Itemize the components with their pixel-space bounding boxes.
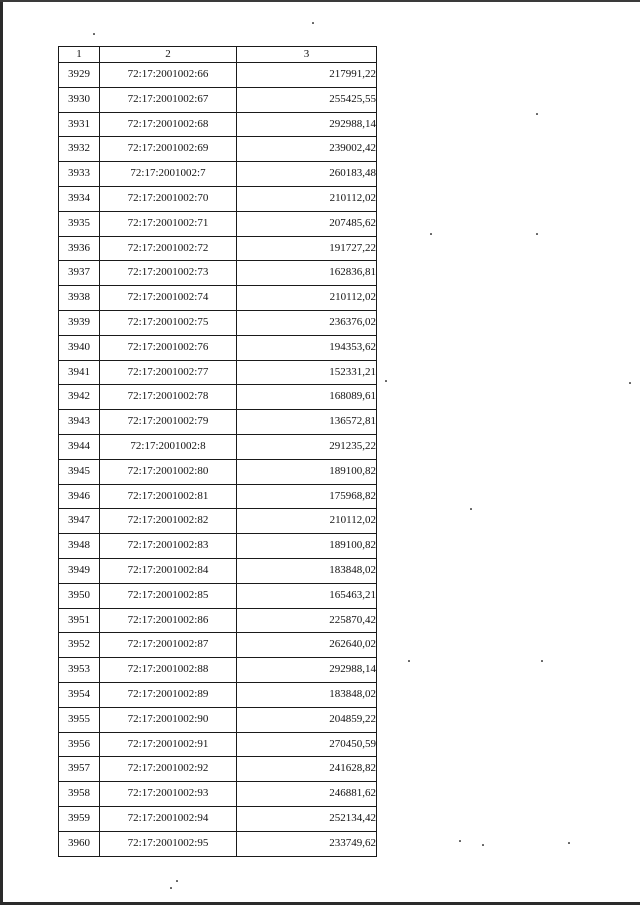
row-number: 3929 bbox=[59, 63, 100, 88]
cadastral-value: 152331,21 bbox=[237, 360, 377, 385]
cadastral-number: 72:17:2001002:7 bbox=[100, 162, 237, 187]
scan-speck bbox=[482, 844, 484, 846]
cadastral-value: 189100,82 bbox=[237, 459, 377, 484]
scan-speck bbox=[629, 382, 631, 384]
cadastral-value: 260183,48 bbox=[237, 162, 377, 187]
row-number: 3934 bbox=[59, 186, 100, 211]
cadastral-number: 72:17:2001002:95 bbox=[100, 831, 237, 856]
row-number: 3947 bbox=[59, 509, 100, 534]
row-number: 3932 bbox=[59, 137, 100, 162]
cadastral-value-table bbox=[58, 46, 377, 857]
scan-speck bbox=[93, 33, 95, 35]
cadastral-value: 168089,61 bbox=[237, 385, 377, 410]
cadastral-value: 210112,02 bbox=[237, 186, 377, 211]
row-number: 3953 bbox=[59, 658, 100, 683]
table-row bbox=[59, 459, 377, 484]
table-row bbox=[59, 509, 377, 534]
table-row bbox=[59, 558, 377, 583]
cadastral-number: 72:17:2001002:84 bbox=[100, 558, 237, 583]
row-number: 3938 bbox=[59, 286, 100, 311]
row-number: 3960 bbox=[59, 831, 100, 856]
cadastral-value: 175968,82 bbox=[237, 484, 377, 509]
cadastral-value: 270450,59 bbox=[237, 732, 377, 757]
cadastral-number: 72:17:2001002:93 bbox=[100, 782, 237, 807]
row-number: 3931 bbox=[59, 112, 100, 137]
row-number: 3937 bbox=[59, 261, 100, 286]
cadastral-number: 72:17:2001002:78 bbox=[100, 385, 237, 410]
row-number: 3951 bbox=[59, 608, 100, 633]
scan-speck bbox=[176, 880, 178, 882]
table-row bbox=[59, 806, 377, 831]
row-number: 3935 bbox=[59, 211, 100, 236]
table-row bbox=[59, 633, 377, 658]
scan-speck bbox=[470, 508, 472, 510]
scan-speck bbox=[170, 887, 172, 889]
table-row bbox=[59, 162, 377, 187]
table-row bbox=[59, 137, 377, 162]
column-header: 2 bbox=[100, 47, 237, 63]
cadastral-value: 210112,02 bbox=[237, 286, 377, 311]
column-header: 3 bbox=[237, 47, 377, 63]
row-number: 3930 bbox=[59, 87, 100, 112]
table-row bbox=[59, 261, 377, 286]
table-row bbox=[59, 757, 377, 782]
cadastral-number: 72:17:2001002:90 bbox=[100, 707, 237, 732]
table-row bbox=[59, 707, 377, 732]
table-row bbox=[59, 335, 377, 360]
cadastral-number: 72:17:2001002:75 bbox=[100, 310, 237, 335]
cadastral-number: 72:17:2001002:70 bbox=[100, 186, 237, 211]
row-number: 3933 bbox=[59, 162, 100, 187]
scan-speck bbox=[430, 233, 432, 235]
table-row bbox=[59, 831, 377, 856]
table-row bbox=[59, 410, 377, 435]
cadastral-value: 191727,22 bbox=[237, 236, 377, 261]
row-number: 3944 bbox=[59, 434, 100, 459]
row-number: 3950 bbox=[59, 583, 100, 608]
table-row bbox=[59, 310, 377, 335]
table-row bbox=[59, 583, 377, 608]
table-row bbox=[59, 87, 377, 112]
table-row bbox=[59, 434, 377, 459]
cadastral-value: 210112,02 bbox=[237, 509, 377, 534]
cadastral-value: 217991,22 bbox=[237, 63, 377, 88]
row-number: 3955 bbox=[59, 707, 100, 732]
row-number: 3936 bbox=[59, 236, 100, 261]
table-row bbox=[59, 63, 377, 88]
table-row bbox=[59, 385, 377, 410]
table-row bbox=[59, 211, 377, 236]
cadastral-number: 72:17:2001002:88 bbox=[100, 658, 237, 683]
cadastral-value: 189100,82 bbox=[237, 534, 377, 559]
scan-speck bbox=[536, 113, 538, 115]
cadastral-value: 246881,62 bbox=[237, 782, 377, 807]
cadastral-number: 72:17:2001002:86 bbox=[100, 608, 237, 633]
row-number: 3942 bbox=[59, 385, 100, 410]
table-row bbox=[59, 658, 377, 683]
row-number: 3946 bbox=[59, 484, 100, 509]
table-row bbox=[59, 186, 377, 211]
cadastral-value: 292988,14 bbox=[237, 112, 377, 137]
row-number: 3939 bbox=[59, 310, 100, 335]
cadastral-value: 239002,42 bbox=[237, 137, 377, 162]
cadastral-number: 72:17:2001002:73 bbox=[100, 261, 237, 286]
cadastral-value: 183848,02 bbox=[237, 682, 377, 707]
table-row bbox=[59, 112, 377, 137]
cadastral-number: 72:17:2001002:81 bbox=[100, 484, 237, 509]
cadastral-value: 236376,02 bbox=[237, 310, 377, 335]
cadastral-number: 72:17:2001002:94 bbox=[100, 806, 237, 831]
cadastral-number: 72:17:2001002:82 bbox=[100, 509, 237, 534]
row-number: 3954 bbox=[59, 682, 100, 707]
cadastral-number: 72:17:2001002:72 bbox=[100, 236, 237, 261]
row-number: 3948 bbox=[59, 534, 100, 559]
cadastral-value: 225870,42 bbox=[237, 608, 377, 633]
row-number: 3957 bbox=[59, 757, 100, 782]
scan-speck bbox=[312, 22, 314, 24]
cadastral-number: 72:17:2001002:76 bbox=[100, 335, 237, 360]
cadastral-number: 72:17:2001002:85 bbox=[100, 583, 237, 608]
scan-speck bbox=[536, 233, 538, 235]
table-row bbox=[59, 782, 377, 807]
row-number: 3940 bbox=[59, 335, 100, 360]
table-row bbox=[59, 360, 377, 385]
cadastral-value: 292988,14 bbox=[237, 658, 377, 683]
scan-edge-left bbox=[0, 0, 3, 905]
cadastral-value: 183848,02 bbox=[237, 558, 377, 583]
table-row bbox=[59, 534, 377, 559]
cadastral-value: 291235,22 bbox=[237, 434, 377, 459]
row-number: 3941 bbox=[59, 360, 100, 385]
row-number: 3949 bbox=[59, 558, 100, 583]
row-number: 3943 bbox=[59, 410, 100, 435]
row-number: 3959 bbox=[59, 806, 100, 831]
table-body bbox=[59, 63, 377, 857]
table-row bbox=[59, 484, 377, 509]
table-row bbox=[59, 732, 377, 757]
table-row bbox=[59, 236, 377, 261]
cadastral-number: 72:17:2001002:68 bbox=[100, 112, 237, 137]
cadastral-number: 72:17:2001002:71 bbox=[100, 211, 237, 236]
cadastral-value: 136572,81 bbox=[237, 410, 377, 435]
table-row bbox=[59, 286, 377, 311]
cadastral-number: 72:17:2001002:91 bbox=[100, 732, 237, 757]
cadastral-value: 255425,55 bbox=[237, 87, 377, 112]
table-header-row bbox=[59, 47, 377, 63]
cadastral-value: 204859,22 bbox=[237, 707, 377, 732]
cadastral-value: 262640,02 bbox=[237, 633, 377, 658]
cadastral-number: 72:17:2001002:92 bbox=[100, 757, 237, 782]
row-number: 3958 bbox=[59, 782, 100, 807]
cadastral-value: 233749,62 bbox=[237, 831, 377, 856]
scan-speck bbox=[541, 660, 543, 662]
row-number: 3945 bbox=[59, 459, 100, 484]
cadastral-number: 72:17:2001002:80 bbox=[100, 459, 237, 484]
scan-edge-top bbox=[0, 0, 640, 2]
cadastral-number: 72:17:2001002:89 bbox=[100, 682, 237, 707]
cadastral-number: 72:17:2001002:66 bbox=[100, 63, 237, 88]
row-number: 3956 bbox=[59, 732, 100, 757]
cadastral-value: 207485,62 bbox=[237, 211, 377, 236]
cadastral-value: 241628,82 bbox=[237, 757, 377, 782]
cadastral-value: 165463,21 bbox=[237, 583, 377, 608]
cadastral-number: 72:17:2001002:79 bbox=[100, 410, 237, 435]
cadastral-number: 72:17:2001002:69 bbox=[100, 137, 237, 162]
row-number: 3952 bbox=[59, 633, 100, 658]
cadastral-value: 194353,62 bbox=[237, 335, 377, 360]
cadastral-value: 252134,42 bbox=[237, 806, 377, 831]
cadastral-number: 72:17:2001002:8 bbox=[100, 434, 237, 459]
column-header: 1 bbox=[59, 47, 100, 63]
scan-speck bbox=[568, 842, 570, 844]
table-row bbox=[59, 608, 377, 633]
scan-speck bbox=[385, 380, 387, 382]
table-row bbox=[59, 682, 377, 707]
cadastral-value: 162836,81 bbox=[237, 261, 377, 286]
cadastral-number: 72:17:2001002:67 bbox=[100, 87, 237, 112]
cadastral-number: 72:17:2001002:74 bbox=[100, 286, 237, 311]
cadastral-number: 72:17:2001002:83 bbox=[100, 534, 237, 559]
cadastral-number: 72:17:2001002:77 bbox=[100, 360, 237, 385]
cadastral-number: 72:17:2001002:87 bbox=[100, 633, 237, 658]
scan-speck bbox=[408, 660, 410, 662]
scan-speck bbox=[459, 840, 461, 842]
